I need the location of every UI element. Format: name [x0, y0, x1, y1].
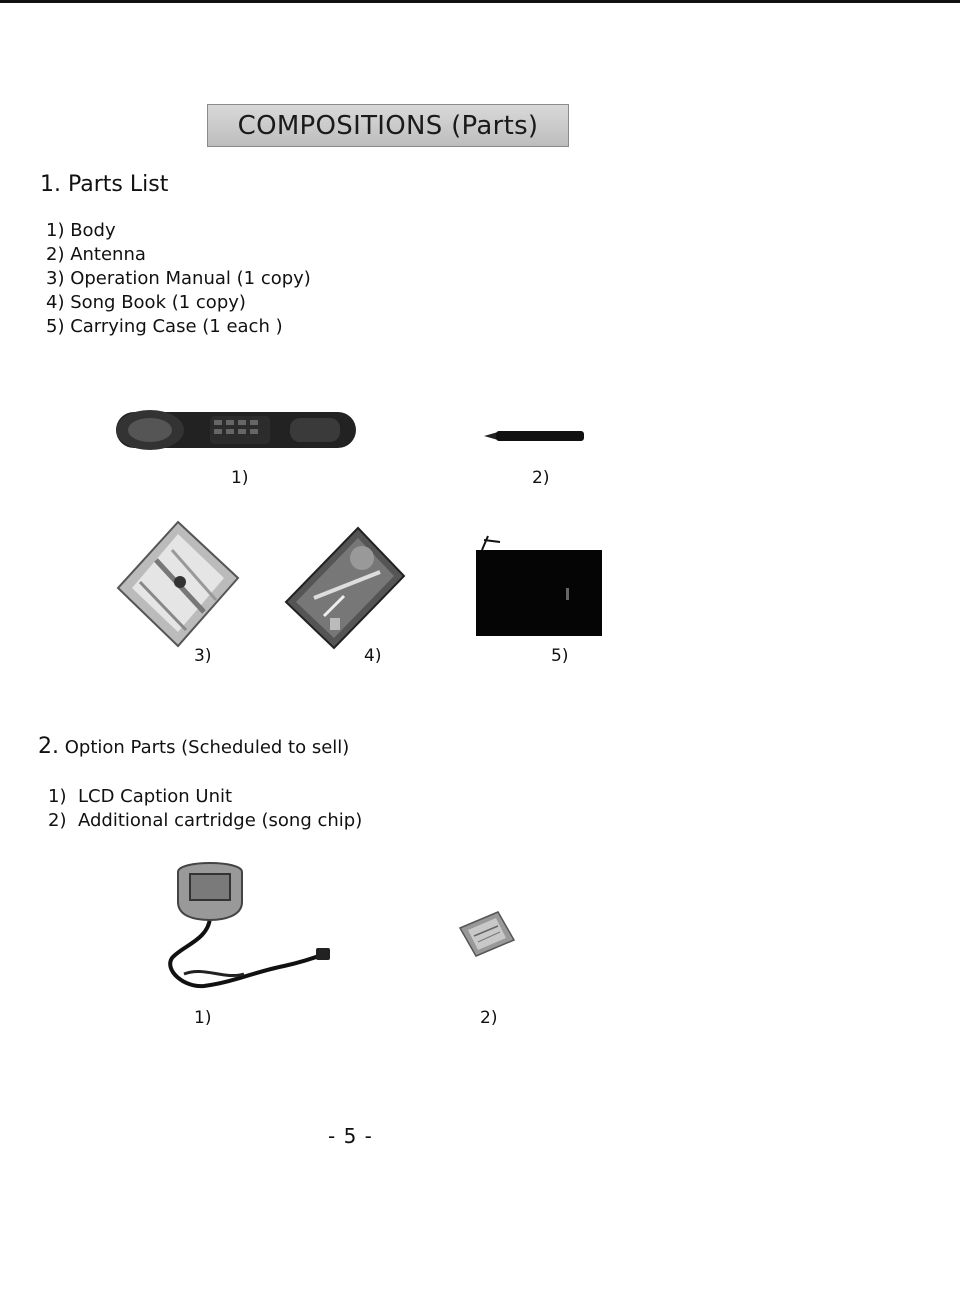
list-item: 2) Antenna — [46, 244, 146, 265]
figure-caption: 4) — [364, 646, 382, 666]
lcd-caption-unit-image — [164, 854, 336, 998]
song-book-image — [284, 526, 408, 652]
page-title: COMPOSITIONS (Parts) — [207, 104, 569, 147]
section-2-number: 2. — [38, 734, 59, 759]
item-text: Additional cartridge (song chip) — [78, 810, 363, 831]
figure-caption: 1) — [194, 1008, 212, 1028]
top-rule — [0, 0, 960, 3]
list-item: 3) Operation Manual (1 copy) — [46, 268, 311, 289]
item-number: 2) — [48, 810, 67, 831]
figure-caption: 5) — [551, 646, 569, 666]
option-parts-list — [48, 785, 362, 833]
figure-caption: 2) — [532, 468, 550, 488]
section-1-heading: 1. Parts List — [40, 172, 169, 197]
cartridge-chip-image — [456, 908, 518, 960]
list-item: 4) Song Book (1 copy) — [46, 292, 246, 313]
antenna-image — [484, 429, 586, 443]
carrying-case-image — [474, 532, 604, 640]
page-number: - 5 - — [328, 1124, 373, 1148]
list-item — [48, 809, 362, 833]
body-microphone-image — [110, 404, 362, 456]
item-number: 1) — [48, 786, 67, 807]
item-text: LCD Caption Unit — [78, 786, 233, 807]
section-2-title: Option Parts (Scheduled to sell) — [64, 737, 350, 758]
parts-list — [46, 219, 311, 339]
section-2-heading — [38, 734, 349, 759]
list-item — [48, 785, 362, 809]
figure-caption: 1) — [231, 468, 249, 488]
operation-manual-image — [116, 520, 240, 650]
list-item: 1) Body — [46, 220, 116, 241]
list-item: 5) Carrying Case (1 each ) — [46, 316, 283, 337]
figure-caption: 3) — [194, 646, 212, 666]
figure-caption: 2) — [480, 1008, 498, 1028]
